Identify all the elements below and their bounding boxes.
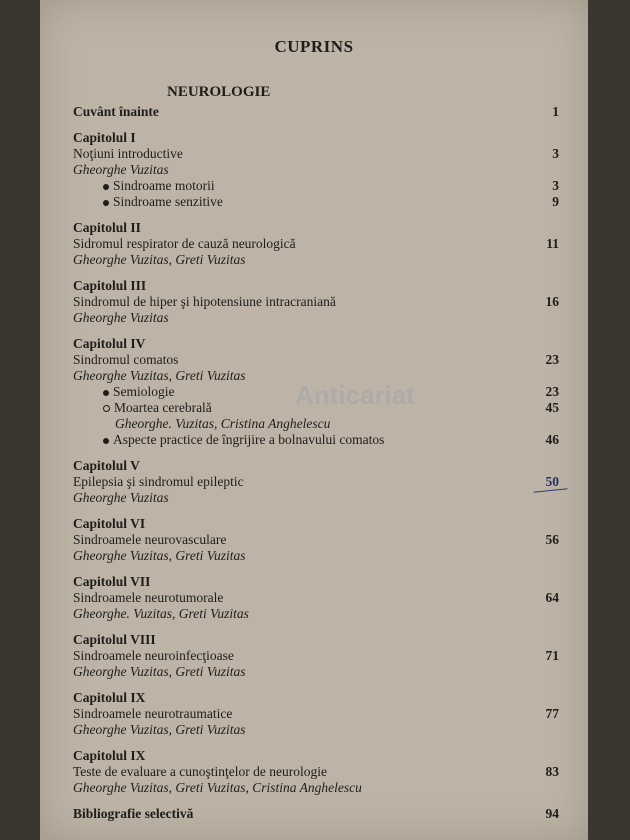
chapter-authors: Gheorghe Vuzitas, Greti Vuzitas <box>73 368 246 383</box>
chapter-title: Sindroamele neurovasculare <box>73 532 227 547</box>
sub-entry-label: Aspecte practice de îngrijire a bolnavului comatos <box>113 432 385 447</box>
sub-entry-label: Semiologie <box>113 384 175 399</box>
sub-entry-label: Moartea cerebrală <box>114 400 212 415</box>
chapter-title: Sindroamele neuroinfecţioase <box>73 648 234 663</box>
toc-page-number: 94 <box>545 806 559 821</box>
chapter-authors: Gheorghe Vuzitas, Greti Vuzitas, Cristina Anghelescu <box>73 780 362 795</box>
toc-page-number: 3 <box>552 178 559 193</box>
chapter-authors: Gheorghe Vuzitas, Greti Vuzitas <box>73 252 246 267</box>
section-title: NEUROLOGIE <box>167 84 271 100</box>
toc-chapter <box>73 690 573 738</box>
toc-chapter <box>73 458 573 506</box>
chapter-label: Capitolul IX <box>73 690 146 705</box>
chapter-title: Sindroamele neurotraumatice <box>73 706 233 721</box>
chapter-title: Sindromul comatos <box>73 352 179 367</box>
toc-chapter <box>73 632 573 680</box>
chapter-authors: Gheorghe Vuzitas, Greti Vuzitas <box>73 722 246 737</box>
page-title: CUPRINS <box>274 37 354 56</box>
sub-entry-label: Sindroame senzitive <box>113 194 223 209</box>
toc-page-number: 23 <box>545 352 559 367</box>
chapter-title: Epilepsia şi sindromul epileptic <box>73 474 244 489</box>
sub-entry-authors: Gheorghe. Vuzitas, Cristina Anghelescu <box>115 416 331 431</box>
chapter-label: Capitolul IX <box>73 748 146 763</box>
chapter-label: Capitolul V <box>73 458 140 473</box>
toc-chapter <box>73 278 573 326</box>
chapter-label: Capitolul II <box>73 220 141 235</box>
toc-page-number: 50 <box>545 474 559 489</box>
toc-page-number: 46 <box>545 432 559 447</box>
chapter-label: Capitolul VI <box>73 516 146 531</box>
toc-page-number: 45 <box>545 400 559 415</box>
chapter-title: Noţiuni introductive <box>73 146 183 161</box>
toc-chapter <box>73 130 573 210</box>
chapter-label: Capitolul VIII <box>73 632 156 647</box>
chapter-label: Capitolul I <box>73 130 136 145</box>
chapter-label: Capitolul VII <box>73 574 151 589</box>
toc-chapter <box>73 748 573 796</box>
chapter-authors: Gheorghe Vuzitas, Greti Vuzitas <box>73 664 246 679</box>
toc-chapter <box>73 574 573 622</box>
hollow-bullet-icon <box>103 405 110 412</box>
chapter-title: Sindromul de hiper şi hipotensiune intracraniană <box>73 294 336 309</box>
toc-page-number: 56 <box>545 532 559 547</box>
table-of-contents <box>73 104 573 832</box>
toc-entry-bibliography <box>73 806 573 822</box>
toc-page-number: 1 <box>552 104 559 119</box>
bullet-icon <box>103 390 109 396</box>
chapter-title: Sidromul respirator de cauză neurologică <box>73 236 296 251</box>
toc-page-number: 9 <box>552 194 559 209</box>
toc-chapter <box>73 336 573 448</box>
toc-page-number: 3 <box>552 146 559 161</box>
toc-page-number: 23 <box>545 384 559 399</box>
toc-page-number: 16 <box>545 294 559 309</box>
watermark: Anticariat <box>295 380 415 410</box>
chapter-label: Capitolul III <box>73 278 147 293</box>
sub-entry-label: Sindroame motorii <box>113 178 215 193</box>
toc-page-number: 77 <box>545 706 559 721</box>
chapter-label: Capitolul IV <box>73 336 146 351</box>
chapter-authors: Gheorghe Vuzitas <box>73 490 169 505</box>
book-page <box>40 0 588 840</box>
toc-page-number: 64 <box>545 590 559 605</box>
chapter-authors: Gheorghe Vuzitas, Greti Vuzitas <box>73 548 246 563</box>
toc-chapter <box>73 516 573 564</box>
chapter-authors: Gheorghe. Vuzitas, Greti Vuzitas <box>73 606 249 621</box>
toc-chapter <box>73 220 573 268</box>
chapter-title: Sindroamele neurotumorale <box>73 590 224 605</box>
chapter-authors: Gheorghe Vuzitas <box>73 310 169 325</box>
bullet-icon <box>103 184 109 190</box>
toc-page-number: 11 <box>546 236 559 251</box>
bullet-icon <box>103 200 109 206</box>
bullet-icon <box>103 438 109 444</box>
toc-entry-label: Bibliografie selectivă <box>73 806 194 821</box>
chapter-title: Teste de evaluare a cunoştinţelor de neurologie <box>73 764 327 779</box>
toc-entry-intro <box>73 104 573 120</box>
toc-page-number: 83 <box>545 764 559 779</box>
toc-entry-label: Cuvânt înainte <box>73 104 159 119</box>
chapter-authors: Gheorghe Vuzitas <box>73 162 169 177</box>
toc-page-number: 71 <box>545 648 559 663</box>
